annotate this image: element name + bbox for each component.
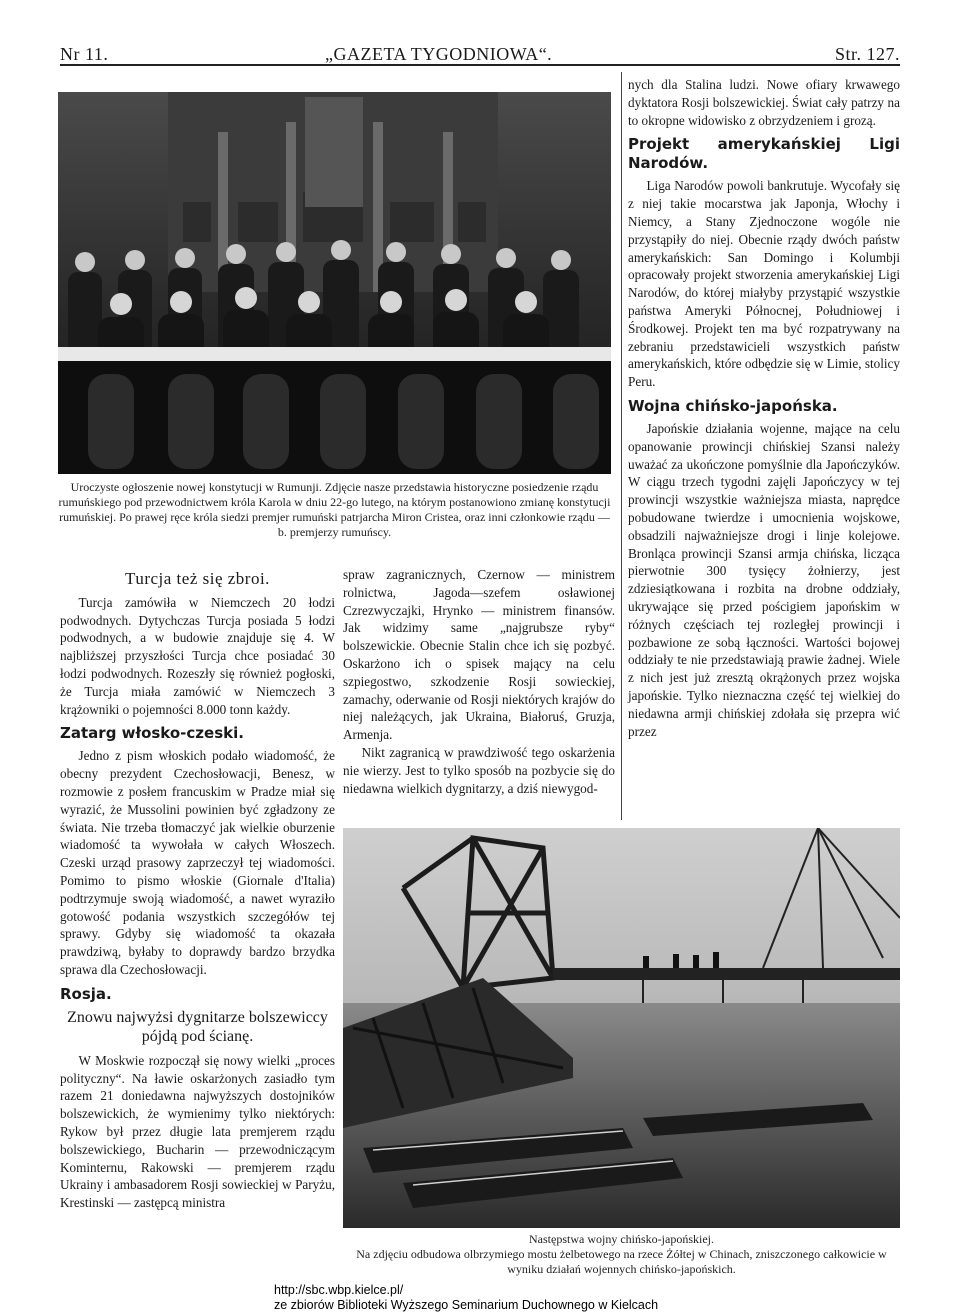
left-column: [60, 566, 335, 1212]
photo2-caption-title: Następstwa wojny chińsko-japońskiej.: [529, 1232, 714, 1246]
photo1-caption: Uroczyste ogłoszenie nowej konstytucji w Rumunji. Zdjęcie nasze przedstawia historyczne posiedzenie rządu rumuńskiego pod przewodnictwem króla Karola w dniu 22-go lutego, na którym postanowiono zmianę konstytucji rumuńskiej. Po prawej ręce króla siedzi premjer rumuński patrjarcha Miron Cristea, oraz inni członkowie rządu — b. premjerzy rumuńscy.: [58, 480, 611, 539]
photo2-caption-text: Na zdjęciu odbudowa olbrzymiego mostu żelbetowego na rzece Żółtej w Chinach, zniszczonego całkowicie w wyniku działań wojennych chińsko-japońskich.: [356, 1247, 887, 1276]
liga-paragraph: Liga Narodów powoli bankrutuje. Wycofały się z niej takie mocarstwa jak Japonja, Włochy i Niemcy, a Stany Zjednoczone wogóle nie przystąpiły do niej. Obecnie rządy dwóch państw amerykańskich: San Domingo i Kolumbji opracowały projekt stworzenia amerykańskiej Ligi Narodów, do której miałyby przystąpić wszystkie państwa Ameryki Północnej, Południowej i Środkowej. Projekt ten ma być rozpatrywany na zebraniu przedstawicieli wszystkich państw amerykańskich, które odbędzie się w Limie, stolicy Peru.: [628, 178, 900, 390]
source-note: ze zbiorów Biblioteki Wyższego Seminarium Duchownego w Kielcach: [274, 1298, 659, 1312]
rosja-paragraph: W Moskwie rozpoczął się nowy wielki „proces polityczny“. Na ławie oskarżonych zasiadło tym razem 21 doniedawna najwyższych dostojników bolszewickich, że wymienimy tylko niektórych: Rykow był przez długie lata premjerem rządu bolszewickiego, Bucharin — przewodniczącym Kominternu, Rakowski — premjerem rządu Ukrainy i ambasadorem Rosji sowieckiej w Paryżu, Krestinski — zastępcą ministra: [60, 1052, 335, 1211]
zatarg-heading: Zatarg włosko-czeski.: [60, 724, 244, 743]
government-session-photo: [58, 92, 611, 474]
column-divider: [621, 72, 622, 820]
intro-paragraph: nych dla Stalina ludzi. Nowe ofiary krwawego dyktatora Rosji bolszewickiej. Świat cały patrzy na to okropne widowisko z obrzydzeniem i grozą.: [628, 77, 900, 128]
rosja-heading: Rosja.: [60, 984, 112, 1003]
photo2-caption: [343, 1232, 900, 1277]
mid-paragraph-1: spraw zagranicznych, Czernow — ministrem rolnictwa, Jagoda—szefem osławionej Czrezwyczajki, Hrynko — ministrem finansów. Jak widzimy same „najgrubsze ryby“ bolszewickie. Obecnie Stalin chce ich się pozbyć. Oskarżono ich o spisek mający na celu szpiegostwo, szkodzenie Rosji sowieckiej, zamachy, oderwanie od Rosji niektórych krajów do niej należących, jak Ukraina, Białoruś, Gruzja, Armenja.: [343, 567, 615, 743]
wojna-paragraph: Japońskie działania wojenne, mające na celu opanowanie prowincji chińskiej Szansi należy uważać za ukończone pomyślnie dla Japończyków. W ciągu trzech tygodni zajęli Japończycy w tej prowincji wszystkie ważniejsza miasta, naprędce pobudowane twierdze i umocnienia wojskowe, obsadzili najważniejsze drogi i linje kolejowe. Bronląca prowincji Szansi armja chińska, licząca pierwotnie 300 tysięcy żołnierzy, jest zdziesiątkowana i rozbita na drobne oddziały, ukrywające się przed pościgiem japońskim w różnych częściach tej rozległej prowincji i pozbawione ze sobą łączności. Wartości bojowej oddziały te nie przedstawiają prawie żadnej. Wiele z nich jest już zresztą okrążonych przez wojska japońskie. Tylko nieznaczna część tej wielkiej do niedawna armji chińskiej zdołała się przepra wić przez: [628, 420, 900, 739]
source-footer: [274, 1283, 658, 1313]
middle-column: [343, 566, 615, 797]
bridge-photo: [343, 828, 900, 1228]
header-rule: [60, 64, 900, 66]
source-url[interactable]: http://sbc.wbp.kielce.pl/: [274, 1283, 404, 1297]
zatarg-paragraph: Jedno z pism włoskich podało wiadomość, że obecny prezydent Czechosłowacji, Benesz, w rozmowie z posłem francuskim w Pradze miał się wyrazić, że Mussolini powinien być zgładzony ze świata. Nie trzeba tłomaczyć jak wielkie oburzenie wiadomość ta wywołała w całych Włoszech. Czeski urząd prasowy zaprzeczył tej wiadomości. Pomimo to pismo włoskie (Giornale d'Italia) podtrzymuje swoją wiadomość, a nawet wyraziło gotowość podania wszystkich szczegółów tej sprawy. Gdyby się wiadomość ta okazała prawdziwą, byłaby to doprawdy bardzo brzydka sprawa dla Czechosłowacji.: [60, 748, 335, 977]
liga-heading: Projekt amerykańskiej Ligi Narodów.: [628, 135, 900, 173]
turcja-paragraph: Turcja zamówiła w Niemczech 20 łodzi podwodnych. Dytychczas Turcja posiada 5 łodzi podwodnych, a w budowie znajduje się 4. W najbliższej przyszłości Turcja chce posiadać 30 łodzi podwodnych. Rozeszły się również pogłoski, że Turcja miała zamówić w Niemczech 3 krążowniki o pojemności 8.000 tonn każdy.: [60, 594, 335, 717]
government-session-illustration: [58, 92, 611, 474]
mid-paragraph-2: Nikt zagranicą w prawdziwość tego oskarżenia nie wierzy. Jest to tylko sposób na pozbycie się do niedawna wielkich dygnitarzy, a dziś niewygod-: [343, 744, 615, 796]
wojna-heading: Wojna chińsko-japońska.: [628, 396, 838, 415]
page-number: Str. 127.: [834, 44, 900, 64]
rosja-subheading: Znowu najwyżsi dygnitarze bolszewiccy pójdą pod ścianę.: [67, 1008, 328, 1045]
newspaper-title: „GAZETA TYGODNIOWA“.: [325, 44, 553, 64]
right-column: [628, 76, 900, 740]
turcja-heading: Turcja też się zbroi.: [125, 569, 270, 588]
issue-number: Nr 11.: [60, 44, 109, 64]
bridge-illustration: [343, 828, 900, 1228]
